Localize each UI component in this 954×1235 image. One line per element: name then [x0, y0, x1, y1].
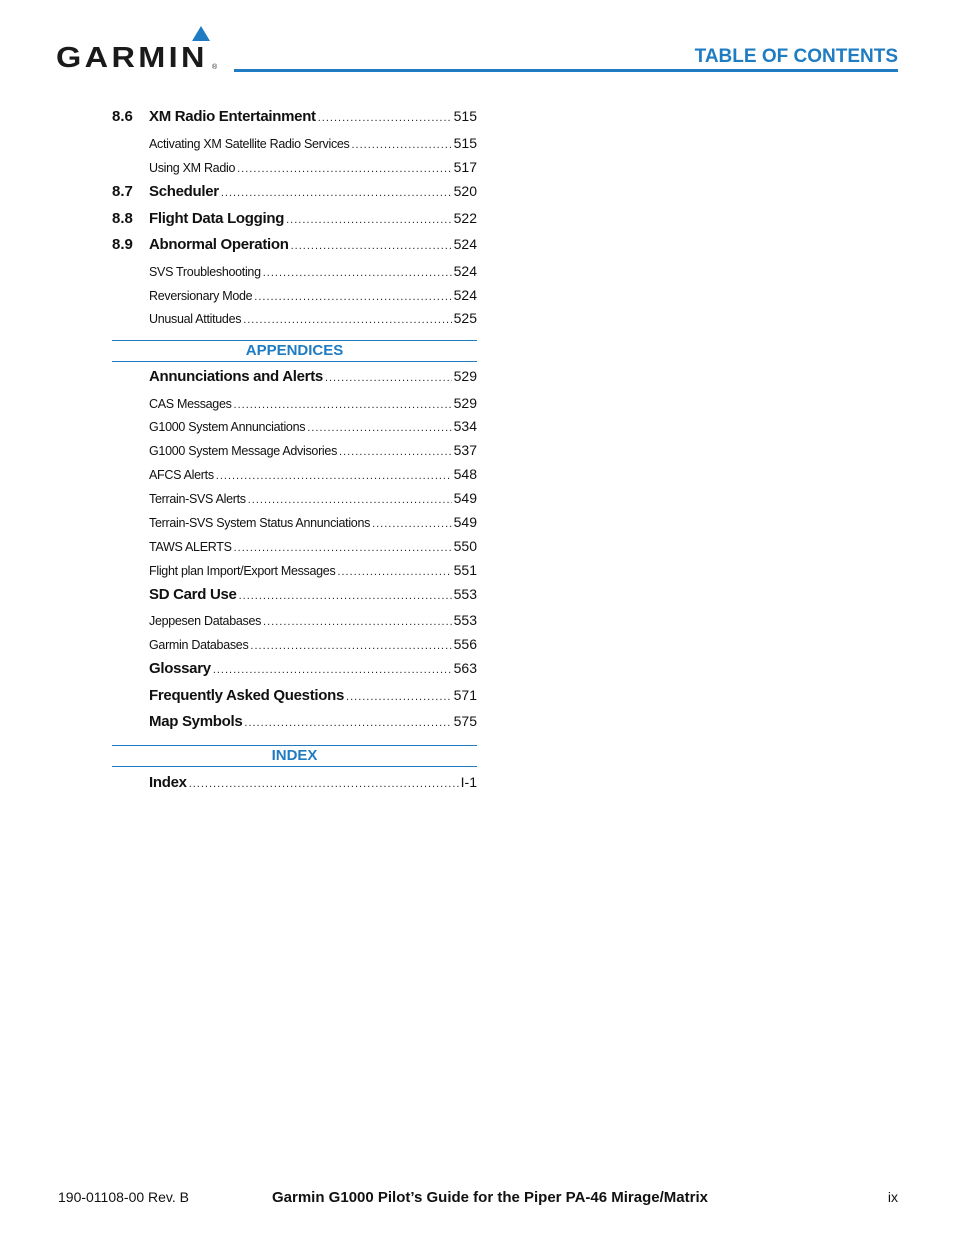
footer-page-number: ix [887, 1189, 898, 1205]
toc-page-number: 529 [453, 368, 477, 384]
toc-subentry[interactable] [112, 538, 477, 554]
toc-dot-leader [234, 542, 452, 554]
toc-page-number: 553 [453, 586, 477, 602]
toc-entry[interactable] [112, 183, 477, 200]
toc-entry-title: SD Card Use [149, 586, 237, 603]
toc-dot-leader [213, 664, 452, 676]
toc-entry-title: Flight plan Import/Export Messages [149, 564, 336, 578]
toc-dot-leader [243, 314, 451, 326]
toc-page-number: I-1 [460, 774, 477, 790]
toc-page-number: 548 [453, 466, 477, 482]
toc-subentry[interactable] [112, 490, 477, 506]
toc-page-number: 515 [453, 108, 477, 124]
toc-dot-leader [234, 399, 452, 411]
toc-subentry[interactable] [112, 612, 477, 628]
toc-page-number: 524 [453, 287, 477, 303]
toc-entry-title: Jeppesen Databases [149, 614, 262, 628]
toc-dot-leader [291, 240, 452, 252]
toc-dot-leader [325, 372, 452, 384]
page-title: TABLE OF CONTENTS [694, 46, 898, 67]
toc-entry-title: CAS Messages [149, 397, 232, 411]
toc-entry[interactable] [112, 108, 477, 125]
appendices-heading: APPENDICES [112, 340, 477, 362]
toc-entry-title: G1000 System Annunciations [149, 420, 306, 434]
toc-entry-number: 8.8 [112, 210, 133, 227]
toc-entry[interactable] [112, 713, 477, 730]
toc-entry-title: XM Radio Entertainment [149, 108, 316, 125]
toc-entry-title: AFCS Alerts [149, 468, 214, 482]
garmin-logo [56, 26, 222, 76]
toc-dot-leader [346, 691, 452, 703]
toc-subentry[interactable] [112, 562, 477, 578]
toc-entry-title: G1000 System Message Advisories [149, 444, 338, 458]
toc-subentry[interactable] [112, 466, 477, 482]
toc-page-number: 563 [453, 660, 477, 676]
toc-entry-title: Using XM Radio [149, 161, 236, 175]
toc-dot-leader [263, 267, 452, 279]
toc-subentry[interactable] [112, 287, 477, 303]
toc-entry-title: Unusual Attitudes [149, 312, 242, 326]
toc-subentry[interactable] [112, 395, 477, 411]
toc-entry-title: Map Symbols [149, 713, 243, 730]
toc-entry-number: 8.7 [112, 183, 133, 200]
toc-page-number: 549 [453, 490, 477, 506]
toc-page-number: 517 [453, 159, 477, 175]
index-heading: INDEX [112, 745, 477, 767]
toc-dot-leader [263, 616, 452, 628]
toc-dot-leader [352, 139, 452, 151]
logo-registered-mark: ® [212, 64, 218, 71]
header-rule [234, 69, 898, 72]
toc-entry-title: Terrain-SVS Alerts [149, 492, 246, 506]
toc-entry[interactable] [112, 687, 477, 704]
toc-entry-title: Garmin Databases [149, 638, 249, 652]
footer-doc-number: 190-01108-00 Rev. B [58, 1189, 190, 1205]
toc-subentry[interactable] [112, 442, 477, 458]
toc-page-number: 537 [453, 442, 477, 458]
toc-dot-leader [372, 518, 452, 530]
toc-entry-title: Reversionary Mode [149, 289, 253, 303]
toc-dot-leader [189, 778, 459, 790]
toc-entry-number: 8.6 [112, 108, 133, 125]
toc-entry-title: Annunciations and Alerts [149, 368, 323, 385]
toc-entry[interactable] [112, 586, 477, 603]
toc-page-number: 550 [453, 538, 477, 554]
toc-dot-leader [239, 590, 452, 602]
toc-dot-leader [244, 717, 451, 729]
toc-dot-leader [337, 566, 451, 578]
toc-dot-leader [318, 112, 452, 124]
toc-entry-number: 8.9 [112, 236, 133, 253]
toc-entry-title: Glossary [149, 660, 211, 677]
toc-page-number: 549 [453, 514, 477, 530]
toc-page-number: 524 [453, 236, 477, 252]
toc-dot-leader [254, 291, 451, 303]
toc-entry-title: SVS Troubleshooting [149, 265, 261, 279]
toc-dot-leader [250, 640, 451, 652]
toc-page-number: 522 [453, 210, 477, 226]
toc-subentry[interactable] [112, 418, 477, 434]
toc-page-number: 534 [453, 418, 477, 434]
toc-entry[interactable] [112, 236, 477, 253]
toc-entry-title: Activating XM Satellite Radio Services [149, 137, 350, 151]
toc-dot-leader [237, 163, 452, 175]
toc-entry-title: TAWS ALERTS [149, 540, 232, 554]
logo-wordmark: GARMIN [56, 42, 208, 74]
toc-page-number: 571 [453, 687, 477, 703]
toc-subentry[interactable] [112, 135, 477, 151]
toc-page-number: 529 [453, 395, 477, 411]
toc-dot-leader [286, 214, 452, 226]
toc-page-number: 575 [453, 713, 477, 729]
toc-dot-leader [248, 494, 452, 506]
toc-page-number: 524 [453, 263, 477, 279]
toc-dot-leader [307, 422, 451, 434]
toc-subentry[interactable] [112, 636, 477, 652]
logo-triangle-icon [192, 26, 210, 41]
toc-dot-leader [221, 187, 452, 199]
toc-dot-leader [216, 470, 452, 482]
toc-dot-leader [339, 446, 452, 458]
toc-entry[interactable] [112, 774, 477, 791]
toc-entry[interactable] [112, 368, 477, 385]
toc-page-number: 525 [453, 310, 477, 326]
toc-subentry[interactable] [112, 263, 477, 279]
toc-entry-title: Frequently Asked Questions [149, 687, 345, 704]
toc-entry-title: Abnormal Operation [149, 236, 289, 253]
footer-guide-title: Garmin G1000 Pilot’s Guide for the Piper PA-46 Mirage/Matrix [272, 1189, 708, 1206]
toc-page-number: 551 [453, 562, 477, 578]
toc-entry-title: Index [149, 774, 187, 791]
toc-page-number: 520 [453, 183, 477, 199]
toc-entry-title: Terrain-SVS System Status Annunciations [149, 516, 371, 530]
toc-entry[interactable] [112, 660, 477, 677]
toc-entry-title: Scheduler [149, 183, 219, 200]
toc-page-number: 553 [453, 612, 477, 628]
toc-subentry[interactable] [112, 310, 477, 326]
toc-entry[interactable] [112, 210, 477, 227]
toc-subentry[interactable] [112, 159, 477, 175]
toc-page-number: 556 [453, 636, 477, 652]
toc-entry-title: Flight Data Logging [149, 210, 285, 227]
toc-subentry[interactable] [112, 514, 477, 530]
toc-page-number: 515 [453, 135, 477, 151]
